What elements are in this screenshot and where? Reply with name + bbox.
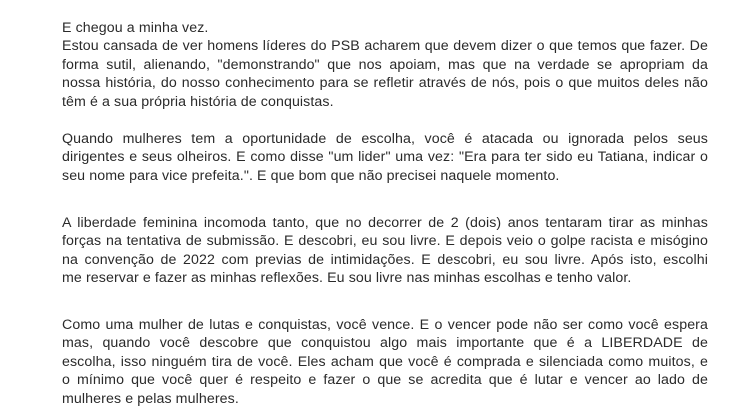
paragraph-line: têm é a sua própria história de conquistas. bbox=[62, 93, 334, 110]
paragraph-choice bbox=[62, 130, 708, 185]
paragraph-line: me reservar e fazer as minhas reflexões. Eu sou livre nas minhas escolhas e tenho valor. bbox=[62, 270, 632, 287]
paragraph-victory bbox=[62, 316, 708, 408]
paragraph-intro bbox=[62, 19, 708, 111]
paragraph-line: mas, quando você descobre que conquistou algo mais importante que é a LIBERDADE de bbox=[62, 335, 708, 352]
paragraph-line: seu nome para vice prefeita.". E que bom que não precisei naquele momento. bbox=[62, 167, 560, 184]
paragraph-line: Estou cansada de ver homens líderes do PSB acharem que devem dizer o que temos que fazer. De bbox=[62, 38, 708, 55]
paragraph-line: forças na tentativa de submissão. E descobri, eu sou livre. E depois veio o golpe racista e misógino bbox=[62, 233, 708, 250]
paragraph-line: E chegou a minha vez. bbox=[62, 20, 209, 36]
paragraph-line: mulheres e pelas mulheres. bbox=[62, 390, 239, 407]
paragraph-line: dirigentes e seus olheiros. E como disse "um lider" uma vez: "Era para ter sido eu Tatiana, indicar o bbox=[62, 149, 708, 166]
paragraph-line: escolha, isso ninguém tira de você. Eles acham que você é comprada e silenciada como muitos, e bbox=[62, 353, 708, 370]
paragraph-freedom bbox=[62, 214, 708, 288]
paragraph-line: Como uma mulher de lutas e conquistas, você vence. E o vencer pode não ser como você espera bbox=[62, 317, 708, 333]
paragraph-line: A liberdade feminina incomoda tanto, que no decorrer de 2 (dois) anos tentaram tirar as minhas bbox=[62, 215, 708, 231]
paragraph-line: na convenção de 2022 com previas de intimidações. E descobri, eu sou livre. Após isto, escolhi bbox=[62, 251, 708, 268]
paragraph-line: o mínimo que você quer é respeito e fazer o que se acredita que é lutar e vencer ao lado de bbox=[62, 372, 708, 389]
paragraph-line: nossa história, do nosso conhecimento para se refletir através de nós, pois o que muitos deles não bbox=[62, 75, 708, 92]
paragraph-line: forma sutil, alienando, "demonstrando" que nos apoiam, mas que na verdade se apropriam da bbox=[62, 56, 708, 73]
paragraph-line: Quando mulheres tem a oportunidade de escolha, você é atacada ou ignorada pelos seus bbox=[62, 131, 708, 147]
